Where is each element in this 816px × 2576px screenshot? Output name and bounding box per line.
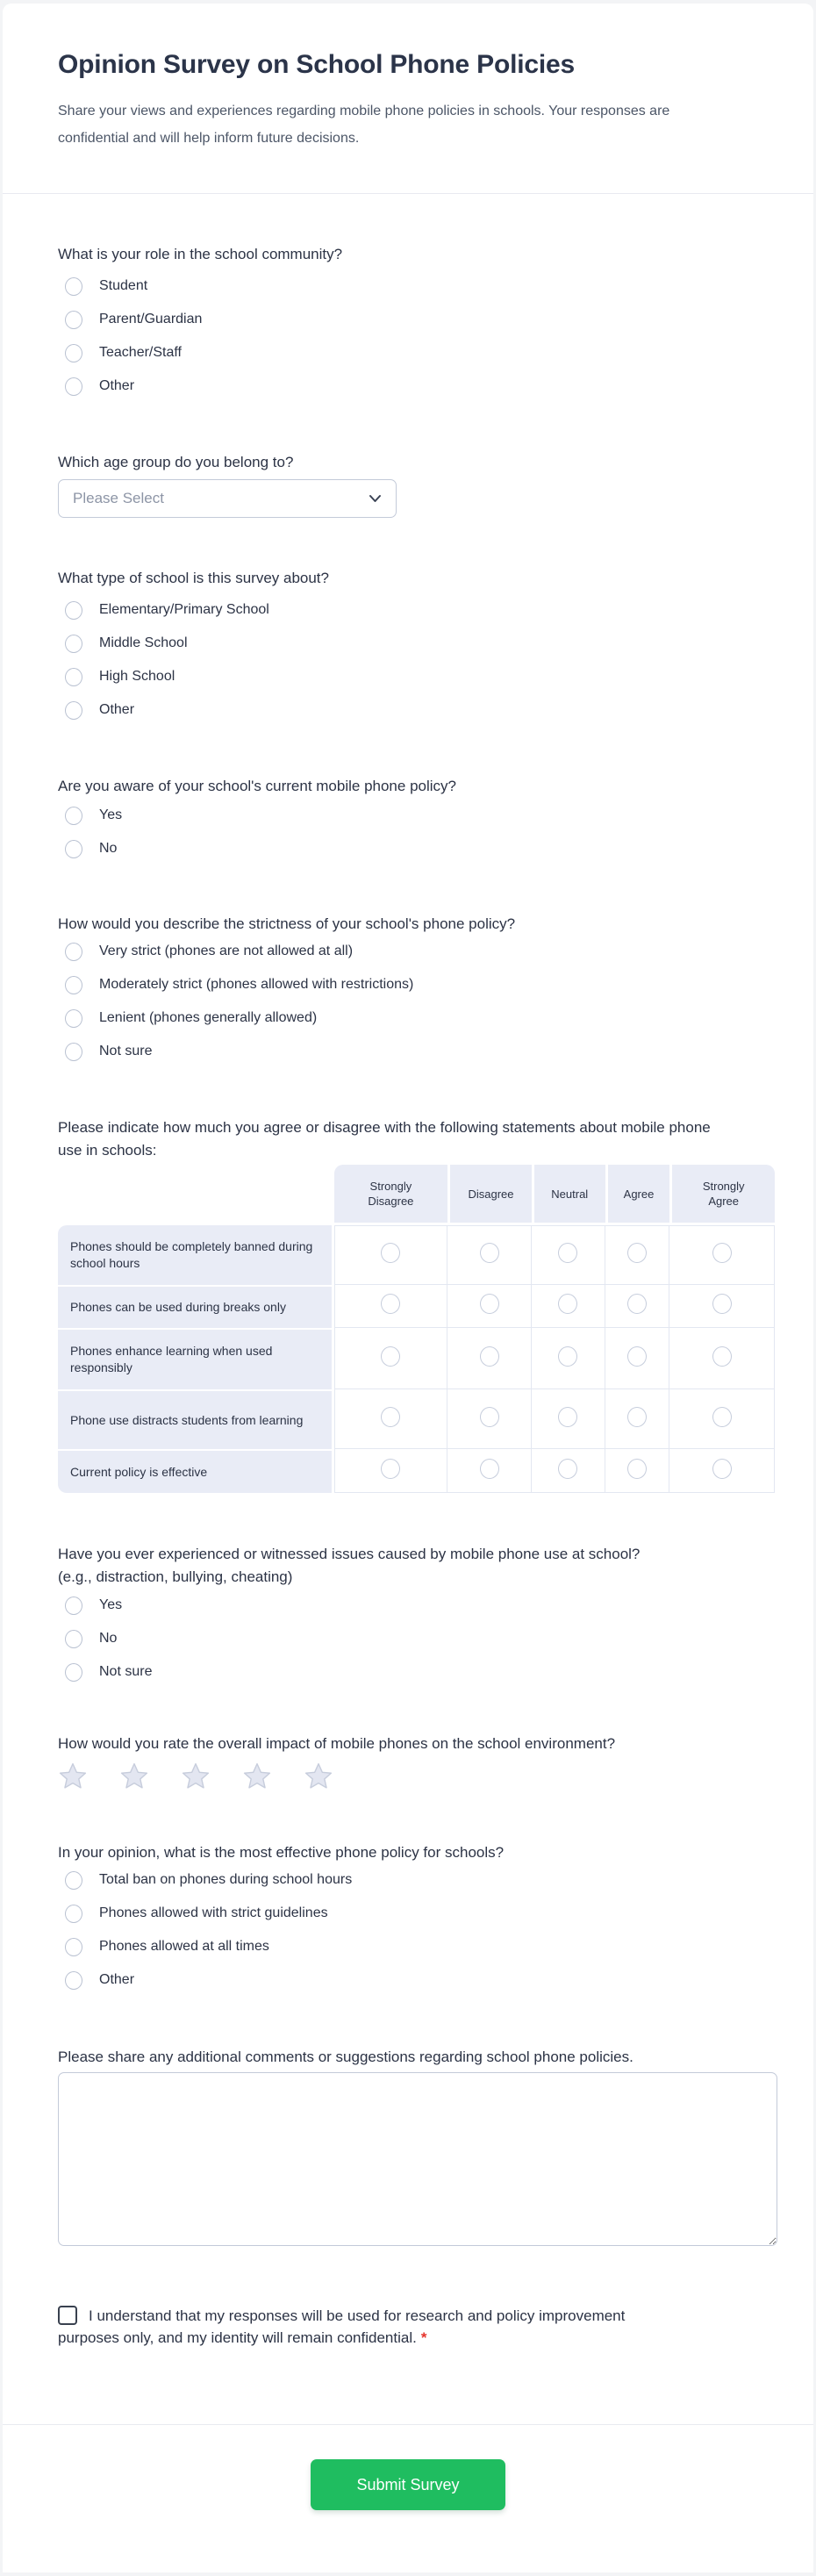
radio-button[interactable] <box>65 1597 82 1615</box>
radio-group-role <box>58 269 342 403</box>
radio-button[interactable] <box>627 1407 647 1427</box>
matrix-row <box>58 1225 775 1285</box>
question-label: Are you aware of your school's current mobile phone policy? <box>58 778 456 794</box>
matrix-row-label: Phone use distracts students from learning <box>58 1389 334 1449</box>
radio-button[interactable] <box>65 668 82 686</box>
matrix-row-label: Phones enhance learning when used responsibly <box>58 1328 334 1389</box>
radio-button[interactable] <box>65 1905 82 1923</box>
radio-option-very-strict[interactable] <box>58 935 515 968</box>
radio-button[interactable] <box>65 1009 82 1028</box>
radio-option-yes[interactable] <box>58 1589 672 1622</box>
radio-button[interactable] <box>381 1243 400 1263</box>
radio-option-teacher-staff[interactable] <box>58 336 342 370</box>
matrix-column-header: Agree <box>605 1165 670 1225</box>
radio-option-label[interactable]: Not sure <box>99 1664 153 1679</box>
radio-option-strict-guidelines[interactable] <box>58 1897 504 1930</box>
radio-button[interactable] <box>558 1407 577 1427</box>
radio-button[interactable] <box>712 1243 732 1263</box>
matrix-cell[interactable] <box>447 1225 532 1285</box>
radio-option-label[interactable]: Other <box>99 702 135 717</box>
matrix-cell[interactable] <box>669 1389 775 1449</box>
radio-button[interactable] <box>65 344 82 362</box>
question-impact-rating <box>58 1733 615 1791</box>
matrix-cell[interactable] <box>532 1225 605 1285</box>
radio-button[interactable] <box>712 1294 732 1314</box>
star-rating <box>58 1762 615 1791</box>
radio-option-lenient[interactable] <box>58 1001 515 1035</box>
matrix-cell[interactable] <box>605 1389 670 1449</box>
radio-button[interactable] <box>712 1407 732 1427</box>
matrix-row <box>58 1449 775 1493</box>
radio-button[interactable] <box>65 943 82 961</box>
radio-option-label[interactable]: Middle School <box>99 635 188 650</box>
radio-option-label[interactable]: Elementary/Primary School <box>99 602 269 617</box>
radio-button[interactable] <box>65 807 82 825</box>
radio-button[interactable] <box>480 1346 499 1367</box>
radio-option-yes[interactable] <box>58 799 456 832</box>
radio-button[interactable] <box>65 277 82 296</box>
chevron-down-icon <box>369 494 382 503</box>
matrix-row-label: Current policy is effective <box>58 1449 334 1493</box>
radio-button[interactable] <box>480 1407 499 1427</box>
question-policy-aware <box>58 776 456 865</box>
radio-option-student[interactable] <box>58 269 342 303</box>
comments-textarea[interactable] <box>58 2072 777 2246</box>
radio-option-label[interactable]: Yes <box>99 1597 123 1612</box>
star-icon[interactable] <box>304 1762 333 1791</box>
radio-option-other[interactable] <box>58 370 342 403</box>
radio-button[interactable] <box>712 1459 732 1479</box>
radio-button[interactable] <box>65 1630 82 1648</box>
question-role <box>58 244 342 403</box>
radio-option-label[interactable]: Teacher/Staff <box>99 345 182 360</box>
matrix-cell[interactable] <box>334 1225 448 1285</box>
radio-button[interactable] <box>558 1459 577 1479</box>
radio-button[interactable] <box>65 701 82 720</box>
question-agreement-matrix <box>58 1116 775 1493</box>
radio-button[interactable] <box>480 1294 499 1314</box>
question-label: In your opinion, what is the most effective phone policy for schools? <box>58 1844 505 1861</box>
radio-option-all-times[interactable] <box>58 1930 504 1963</box>
select-placeholder: Please Select <box>73 490 164 506</box>
matrix-cell[interactable] <box>605 1449 670 1493</box>
radio-button[interactable] <box>480 1243 499 1263</box>
radio-option-label[interactable]: Lenient (phones generally allowed) <box>99 1010 318 1025</box>
radio-button[interactable] <box>65 601 82 620</box>
radio-group-policy-aware <box>58 799 456 865</box>
radio-option-elementary[interactable] <box>58 593 329 627</box>
radio-option-label[interactable]: Not sure <box>99 1044 153 1058</box>
radio-button[interactable] <box>65 1938 82 1956</box>
matrix-cell[interactable] <box>669 1449 775 1493</box>
consent-label[interactable]: I understand that my responses will be used for research and policy improvement purposes only, and my identity will remain confidential. <box>58 2307 626 2346</box>
form-header <box>3 4 813 152</box>
matrix-cell[interactable] <box>669 1285 775 1328</box>
star-icon[interactable] <box>119 1762 149 1791</box>
radio-group-issues <box>58 1589 672 1689</box>
radio-group-school-type <box>58 593 329 727</box>
matrix-row <box>58 1328 775 1389</box>
page-subtitle: Share your views and experiences regarding mobile phone policies in schools. Your responses are confidential and will help inform future decisions. <box>58 104 670 146</box>
matrix-cell[interactable] <box>605 1225 670 1285</box>
question-label: How would you describe the strictness of your school's phone policy? <box>58 915 516 932</box>
consent-row[interactable] <box>58 2305 637 2349</box>
radio-button[interactable] <box>65 311 82 329</box>
radio-option-label[interactable]: High School <box>99 669 175 684</box>
matrix-column-header: Strongly Disagree <box>334 1165 448 1225</box>
radio-option-label[interactable]: No <box>99 1631 118 1646</box>
radio-button[interactable] <box>381 1346 400 1367</box>
radio-button[interactable] <box>65 1663 82 1682</box>
radio-button[interactable] <box>627 1459 647 1479</box>
matrix-cell[interactable] <box>447 1328 532 1389</box>
question-strictness <box>58 914 515 1068</box>
matrix-header-row <box>58 1165 775 1225</box>
matrix-cell[interactable] <box>605 1328 670 1389</box>
survey-form-card <box>3 4 813 2572</box>
matrix-cell[interactable] <box>334 1449 448 1493</box>
radio-button[interactable] <box>627 1346 647 1367</box>
matrix-cell[interactable] <box>669 1225 775 1285</box>
matrix-cell[interactable] <box>532 1285 605 1328</box>
matrix-column-header: Strongly Agree <box>669 1165 775 1225</box>
radio-option-label[interactable]: Phones allowed with strict guidelines <box>99 1905 328 1920</box>
matrix-row-label: Phones can be used during breaks only <box>58 1285 334 1328</box>
radio-option-other[interactable] <box>58 693 329 727</box>
radio-button[interactable] <box>627 1294 647 1314</box>
matrix-row <box>58 1389 775 1449</box>
matrix-cell[interactable] <box>447 1389 532 1449</box>
radio-option-label[interactable]: Student <box>99 278 148 293</box>
radio-option-label[interactable]: No <box>99 841 118 856</box>
question-label: What type of school is this survey about? <box>58 570 329 586</box>
page-title: Opinion Survey on School Phone Policies <box>58 50 575 79</box>
radio-button[interactable] <box>65 1043 82 1061</box>
consent-checkbox[interactable] <box>58 2306 77 2325</box>
matrix-cell[interactable] <box>447 1449 532 1493</box>
radio-option-parent-guardian[interactable] <box>58 303 342 336</box>
radio-button[interactable] <box>65 1971 82 1990</box>
question-label: How would you rate the overall impact of mobile phones on the school environment? <box>58 1735 616 1752</box>
radio-option-label[interactable]: Very strict (phones are not allowed at all) <box>99 944 354 958</box>
question-comments <box>58 2046 777 2250</box>
radio-option-not-sure[interactable] <box>58 1035 515 1068</box>
radio-option-label[interactable]: Parent/Guardian <box>99 312 203 326</box>
radio-option-total-ban[interactable] <box>58 1863 504 1897</box>
radio-button[interactable] <box>65 840 82 858</box>
radio-option-label[interactable]: Moderately strict (phones allowed with restrictions) <box>99 977 414 992</box>
radio-group-strictness <box>58 935 515 1068</box>
radio-button[interactable] <box>381 1294 400 1314</box>
radio-button[interactable] <box>381 1407 400 1427</box>
radio-option-label[interactable]: Yes <box>99 807 123 822</box>
radio-button[interactable] <box>558 1294 577 1314</box>
matrix-row-label: Phones should be completely banned during school hours <box>58 1225 334 1285</box>
matrix-cell[interactable] <box>334 1328 448 1389</box>
radio-group-effective-policy <box>58 1863 504 1997</box>
matrix-cell[interactable] <box>605 1285 670 1328</box>
star-icon[interactable] <box>181 1762 211 1791</box>
star-icon[interactable] <box>58 1762 88 1791</box>
question-age-group <box>58 452 397 518</box>
radio-button[interactable] <box>65 1871 82 1890</box>
radio-option-not-sure[interactable] <box>58 1655 672 1689</box>
radio-option-high-school[interactable] <box>58 660 329 693</box>
matrix-corner-cell <box>58 1165 334 1225</box>
age-group-select[interactable] <box>58 479 397 518</box>
radio-button[interactable] <box>65 976 82 994</box>
form-body <box>3 194 813 2349</box>
question-label: What is your role in the school community? <box>58 246 343 262</box>
radio-option-label[interactable]: Total ban on phones during school hours <box>99 1872 353 1887</box>
matrix-cell[interactable] <box>447 1285 532 1328</box>
matrix-cell[interactable] <box>532 1328 605 1389</box>
radio-button[interactable] <box>65 377 82 396</box>
radio-option-label[interactable]: Other <box>99 1972 135 1987</box>
question-issues <box>58 1543 672 1689</box>
star-icon[interactable] <box>242 1762 272 1791</box>
radio-option-moderately-strict[interactable] <box>58 968 515 1001</box>
radio-button[interactable] <box>381 1459 400 1479</box>
radio-option-label[interactable]: Other <box>99 378 135 393</box>
matrix-column-header: Disagree <box>447 1165 532 1225</box>
matrix-cell[interactable] <box>532 1389 605 1449</box>
radio-option-no[interactable] <box>58 1622 672 1655</box>
matrix-table <box>58 1165 775 1493</box>
radio-button[interactable] <box>65 635 82 653</box>
matrix-cell[interactable] <box>669 1328 775 1389</box>
radio-option-label[interactable]: Phones allowed at all times <box>99 1939 269 1954</box>
question-label: Please share any additional comments or suggestions regarding school phone policies. <box>58 2049 633 2065</box>
required-asterisk: * <box>420 2329 427 2346</box>
radio-button[interactable] <box>712 1346 732 1367</box>
submit-button[interactable]: Submit Survey <box>311 2459 505 2510</box>
radio-button[interactable] <box>627 1243 647 1263</box>
form-footer <box>3 2425 813 2556</box>
question-school-type <box>58 568 329 727</box>
matrix-column-header: Neutral <box>532 1165 605 1225</box>
matrix-row <box>58 1285 775 1328</box>
matrix-cell[interactable] <box>334 1285 448 1328</box>
question-label: Please indicate how much you agree or disagree with the following statements about mobile phone use in schools: <box>58 1119 711 1159</box>
radio-button[interactable] <box>480 1459 499 1479</box>
question-label: Which age group do you belong to? <box>58 454 294 470</box>
radio-option-middle-school[interactable] <box>58 627 329 660</box>
radio-option-other[interactable] <box>58 1963 504 1997</box>
radio-option-no[interactable] <box>58 832 456 865</box>
radio-button[interactable] <box>558 1346 577 1367</box>
matrix-cell[interactable] <box>334 1389 448 1449</box>
question-effective-policy <box>58 1842 504 1997</box>
matrix-cell[interactable] <box>532 1449 605 1493</box>
radio-button[interactable] <box>558 1243 577 1263</box>
question-label: Have you ever experienced or witnessed issues caused by mobile phone use at school? (e.g., distraction, bullying, cheating) <box>58 1546 641 1585</box>
